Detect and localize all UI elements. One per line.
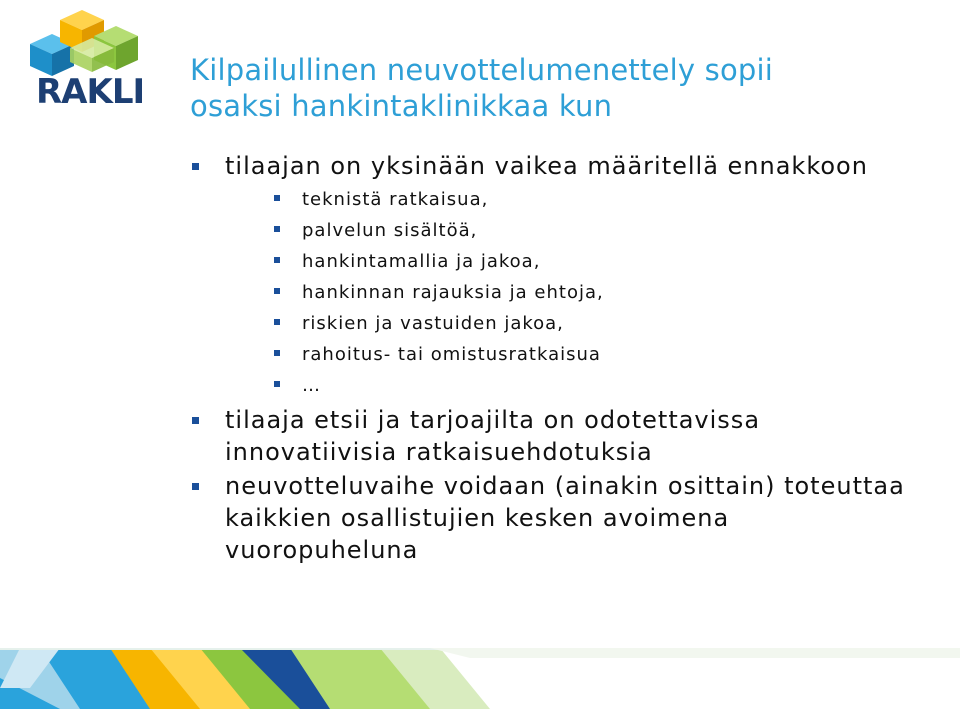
title-line-1: Kilpailullinen neuvottelumenettely sopii bbox=[190, 53, 774, 87]
title-line-2: osaksi hankintaklinikkaa kun bbox=[190, 89, 613, 123]
footer-decoration bbox=[0, 648, 960, 709]
sub-bullet-list bbox=[225, 184, 920, 401]
bullet-3: neuvotteluvaihe voidaan (ainakin osittain) toteuttaa kaikkien osallistujien kesken avoimena vuoropuheluna bbox=[190, 470, 920, 566]
bullet-1 bbox=[190, 150, 920, 401]
sub-bullet: riskien ja vastuiden jakoa, bbox=[225, 308, 920, 339]
footer-stripes-graphic bbox=[0, 648, 960, 709]
sub-bullet: teknistä ratkaisua, bbox=[225, 184, 920, 215]
sub-bullet: hankintamallia ja jakoa, bbox=[225, 246, 920, 277]
bullet-list bbox=[190, 150, 920, 566]
logo-text: RAKLI bbox=[36, 72, 145, 112]
slide-body bbox=[190, 150, 920, 566]
sub-bullet: hankinnan rajauksia ja ehtoja, bbox=[225, 277, 920, 308]
bullet-1-text: tilaajan on yksinään vaikea määritellä ennakkoon bbox=[225, 152, 868, 180]
sub-bullet: … bbox=[225, 370, 920, 401]
rakli-logo bbox=[22, 6, 162, 116]
sub-bullet: rahoitus- tai omistusratkaisua bbox=[225, 339, 920, 370]
sub-bullet: palvelun sisältöä, bbox=[225, 215, 920, 246]
bullet-2: tilaaja etsii ja tarjoajilta on odotettavissa innovatiivisia ratkaisuehdotuksia bbox=[190, 404, 920, 468]
slide-title bbox=[190, 52, 930, 124]
